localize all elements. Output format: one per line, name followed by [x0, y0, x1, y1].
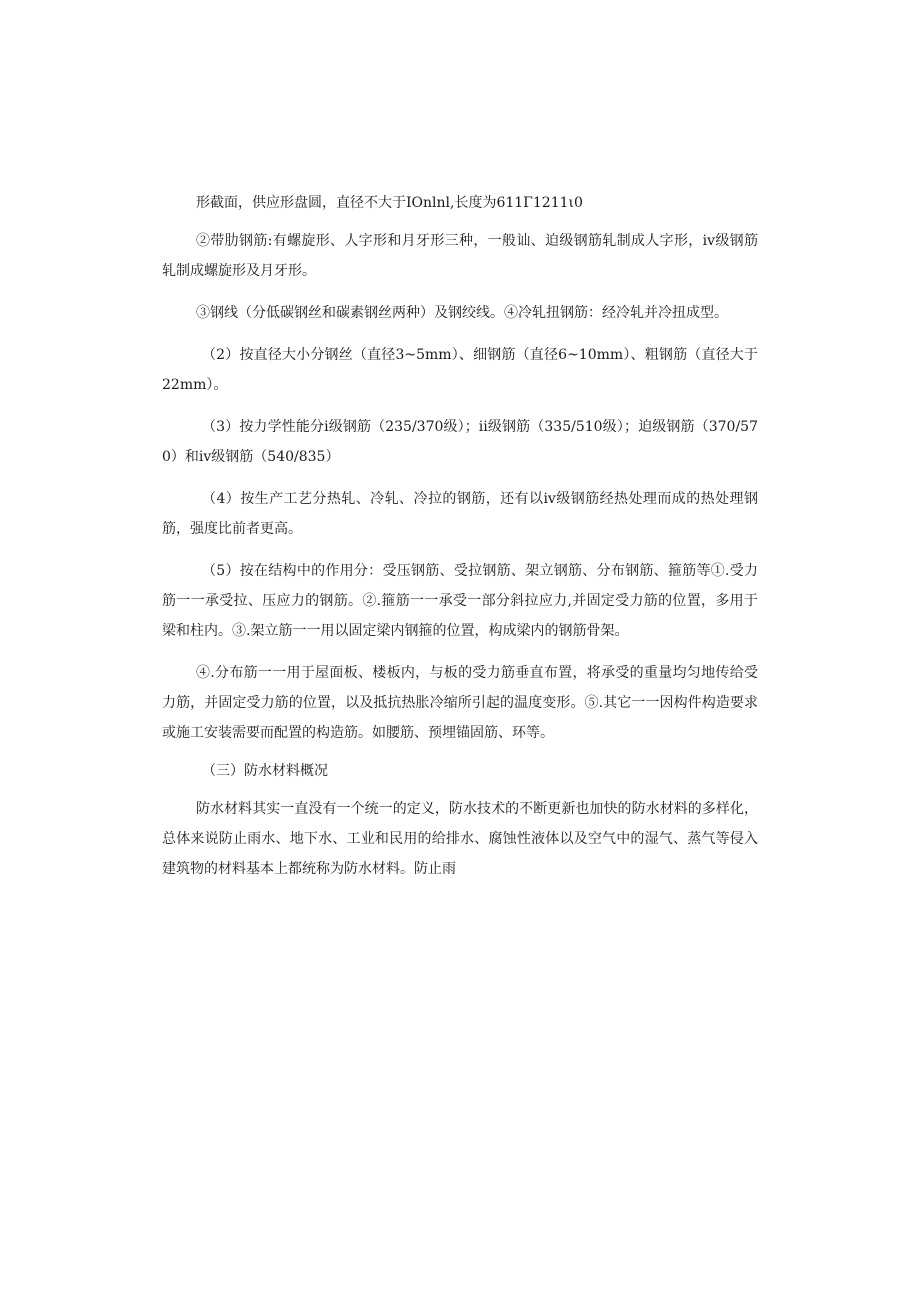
paragraph-ribbed-bars: ②带肋钢筋:有螺旋形、人字形和月牙形三种，一般讪、迫级钢筋轧制成人字形，iv级钢筋轧制成螺旋形及月牙形。: [162, 233, 758, 279]
section-heading-waterproof: （三）防水材料概况: [202, 763, 328, 779]
paragraph-distribution-bars: ④.分布筋一一用于屋面板、楼板内，与板的受力筋垂直布置，将承受的重量均匀地传给受力筋，并固定受力筋的位置，以及抵抗热胀冷缩所引起的温度变形。⑤.其它一一因构件构造要求或施工安装需要而配置的构造筋。如腰筋、预埋锚固筋、环等。: [162, 665, 758, 741]
paragraph-steel-wire: ③钢线（分低碳钢丝和碳素钢丝两种）及钢绞线。④冷轧扭钢筋：经冷轧并冷扭成型。: [196, 305, 728, 321]
paragraph-section-shape: 形截面，供应形盘圆，直径不大于IOnlnl,长度为611Γ1211ι0: [196, 195, 583, 211]
document-body: [162, 188, 758, 884]
paragraph-by-mechanics: （3）按力学性能分i级钢筋（235/370级）；ii级钢筋（335/510级）；迫级钢筋（370/570）和iv级钢筋（540/835）: [162, 419, 758, 465]
paragraph-by-process: （4）按生产工艺分热轧、冷轧、冷拉的钢筋，还有以iv级钢筋经热处理而成的热处理钢筋，强度比前者更高。: [162, 491, 758, 537]
paragraph-by-diameter: （2）按直径大小分钢丝（直径3~5mm）、细钢筋（直径6~10mm）、粗钢筋（直径大于22mm）。: [162, 347, 758, 393]
paragraph-waterproof-intro: 防水材料其实一直没有一个统一的定义，防水技术的不断更新也加快的防水材料的多样化，总体来说防止雨水、地下水、工业和民用的给排水、腐蚀性液体以及空气中的湿气、蒸气等侵入建筑物的材料基本上都统称为防水材料。防止雨: [162, 801, 758, 877]
paragraph-by-function: （5）按在结构中的作用分：受压钢筋、受拉钢筋、架立钢筋、分布钢筋、箍筋等①.受力筋一一承受拉、压应力的钢筋。②.箍筋一一承受一部分斜拉应力,并固定受力筋的位置，多用于梁和柱内。③.架立筋一一用以固定梁内钢箍的位置，构成梁内的钢筋骨架。: [162, 563, 758, 639]
